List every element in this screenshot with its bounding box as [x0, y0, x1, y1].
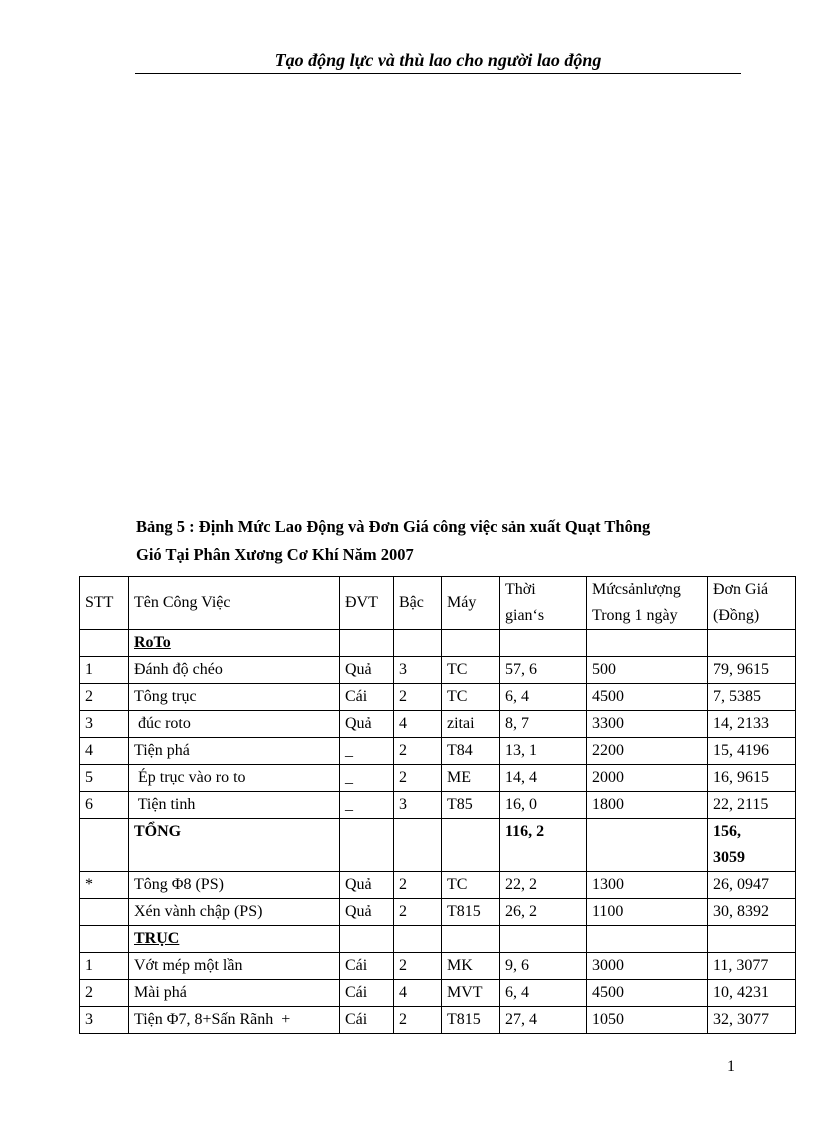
- table-cell: [708, 630, 796, 657]
- header-stt: STT: [80, 577, 129, 630]
- header-output-line-2: Trong 1 ngày: [592, 607, 678, 624]
- cell-job-name: Mài phá: [129, 980, 340, 1007]
- table-cell: [80, 630, 129, 657]
- header-time-line-2: gian‘s: [505, 607, 545, 624]
- cell-output: 1100: [587, 899, 708, 926]
- table-row: [80, 872, 796, 899]
- table-row: [80, 899, 796, 926]
- cell-output: 3000: [587, 953, 708, 980]
- cell-output: 1050: [587, 1007, 708, 1034]
- cell-time: 22, 2: [500, 872, 587, 899]
- cell-time: 57, 6: [500, 657, 587, 684]
- cell-machine: TC: [442, 684, 500, 711]
- cell-unit: Quả: [340, 872, 394, 899]
- header-time: [500, 577, 587, 630]
- section-row-roto: [80, 630, 796, 657]
- cell-unit-price: 7, 5385: [708, 684, 796, 711]
- cell-grade: 2: [394, 899, 442, 926]
- section-label-truc: TRỤC: [129, 926, 340, 953]
- cell-unit-price: 30, 8392: [708, 899, 796, 926]
- cell-grade: 4: [394, 711, 442, 738]
- labor-norm-table: [79, 576, 796, 1034]
- table-cell: [587, 630, 708, 657]
- cell-stt: *: [80, 872, 129, 899]
- table-row: [80, 1007, 796, 1034]
- header-price-line-2: (Đồng): [713, 607, 760, 624]
- table-row: [80, 684, 796, 711]
- cell-job-name: Tông trục: [129, 684, 340, 711]
- cell-stt: 3: [80, 1007, 129, 1034]
- cell-job-name: Ép trục vào ro to: [129, 765, 340, 792]
- table-cell: [708, 926, 796, 953]
- table-row: [80, 738, 796, 765]
- cell-unit: Quả: [340, 711, 394, 738]
- caption-line-1: Bảng 5 : Định Mức Lao Động và Đơn Giá công việc sản xuất Quạt Thông: [136, 517, 651, 536]
- cell-output: 2200: [587, 738, 708, 765]
- table-cell: [340, 926, 394, 953]
- cell-output: 500: [587, 657, 708, 684]
- cell-unit: Cái: [340, 953, 394, 980]
- cell-machine: T84: [442, 738, 500, 765]
- cell-grade: 2: [394, 1007, 442, 1034]
- cell-unit: Cái: [340, 1007, 394, 1034]
- cell-time: 8, 7: [500, 711, 587, 738]
- cell-machine: MK: [442, 953, 500, 980]
- table-cell: [340, 819, 394, 872]
- cell-machine: T815: [442, 1007, 500, 1034]
- cell-grade: 2: [394, 953, 442, 980]
- cell-stt: [80, 899, 129, 926]
- header-unit: ĐVT: [340, 577, 394, 630]
- header-output-line-1: Mứcsảnlượng: [592, 581, 681, 598]
- cell-grade: 3: [394, 657, 442, 684]
- cell-time: 26, 2: [500, 899, 587, 926]
- table-cell: [587, 926, 708, 953]
- cell-output: 3300: [587, 711, 708, 738]
- cell-output: 4500: [587, 684, 708, 711]
- section-row-truc: [80, 926, 796, 953]
- page-number: 1: [727, 1058, 735, 1075]
- cell-grade: 2: [394, 765, 442, 792]
- cell-time: 16, 0: [500, 792, 587, 819]
- cell-job-name: Vớt mép một lần: [129, 953, 340, 980]
- cell-machine: zitai: [442, 711, 500, 738]
- cell-unit-price: 14, 2133: [708, 711, 796, 738]
- cell-time: 14, 4: [500, 765, 587, 792]
- cell-output: 1300: [587, 872, 708, 899]
- cell-unit-price: 26, 0947: [708, 872, 796, 899]
- header-divider: [135, 73, 741, 74]
- cell-grade: 2: [394, 738, 442, 765]
- cell-time: 27, 4: [500, 1007, 587, 1034]
- table-cell: [394, 630, 442, 657]
- cell-machine: T85: [442, 792, 500, 819]
- total-time: 116, 2: [500, 819, 587, 872]
- table-cell: [442, 630, 500, 657]
- header-output: [587, 577, 708, 630]
- table-cell: [587, 819, 708, 872]
- cell-unit-price: 11, 3077: [708, 953, 796, 980]
- cell-output: 2000: [587, 765, 708, 792]
- cell-stt: 2: [80, 980, 129, 1007]
- table-cell: [394, 926, 442, 953]
- cell-grade: 4: [394, 980, 442, 1007]
- cell-time: 9, 6: [500, 953, 587, 980]
- cell-unit: _: [340, 792, 394, 819]
- cell-output: 1800: [587, 792, 708, 819]
- cell-machine: MVT: [442, 980, 500, 1007]
- table-row: [80, 792, 796, 819]
- cell-grade: 2: [394, 684, 442, 711]
- cell-stt: 1: [80, 657, 129, 684]
- total-price-line-1: 156,: [713, 823, 741, 840]
- cell-job-name: Tiện phá: [129, 738, 340, 765]
- cell-unit: _: [340, 738, 394, 765]
- table-cell: [80, 926, 129, 953]
- cell-unit: Cái: [340, 980, 394, 1007]
- table-cell: [394, 819, 442, 872]
- cell-time: 13, 1: [500, 738, 587, 765]
- cell-job-name: Tiện tinh: [129, 792, 340, 819]
- extra-rows: [80, 872, 796, 926]
- cell-grade: 2: [394, 872, 442, 899]
- caption-line-2: Gió Tại Phân Xương Cơ Khí Năm 2007: [136, 545, 414, 564]
- cell-unit-price: 79, 9615: [708, 657, 796, 684]
- table-row: [80, 711, 796, 738]
- cell-unit: _: [340, 765, 394, 792]
- cell-machine: TC: [442, 872, 500, 899]
- cell-grade: 3: [394, 792, 442, 819]
- cell-stt: 6: [80, 792, 129, 819]
- table-row: [80, 953, 796, 980]
- cell-unit-price: 22, 2115: [708, 792, 796, 819]
- cell-time: 6, 4: [500, 980, 587, 1007]
- table-row: [80, 765, 796, 792]
- table-row: [80, 657, 796, 684]
- section-label-roto: RoTo: [129, 630, 340, 657]
- table-row: [80, 980, 796, 1007]
- cell-machine: TC: [442, 657, 500, 684]
- table-cell: [500, 926, 587, 953]
- total-row: [80, 819, 796, 872]
- cell-job-name: đúc roto: [129, 711, 340, 738]
- header-price-line-1: Đơn Giá: [713, 581, 769, 598]
- table-cell: [340, 630, 394, 657]
- table-cell: [80, 819, 129, 872]
- cell-output: 4500: [587, 980, 708, 1007]
- cell-machine: T815: [442, 899, 500, 926]
- total-price-line-2: 3059: [713, 849, 745, 866]
- truc-rows: [80, 953, 796, 1034]
- roto-rows: [80, 657, 796, 819]
- cell-job-name: Đánh độ chéo: [129, 657, 340, 684]
- running-header-title: Tạo động lực và thù lao cho người lao động: [274, 50, 602, 70]
- cell-stt: 4: [80, 738, 129, 765]
- header-machine: Máy: [442, 577, 500, 630]
- cell-unit-price: 15, 4196: [708, 738, 796, 765]
- cell-unit-price: 16, 9615: [708, 765, 796, 792]
- total-label: TỔNG: [129, 819, 340, 872]
- cell-unit: Quả: [340, 899, 394, 926]
- cell-time: 6, 4: [500, 684, 587, 711]
- cell-job-name: Tiện Φ7, 8+Sấn Rãnh +: [129, 1007, 340, 1034]
- table-cell: [442, 819, 500, 872]
- total-price: [708, 819, 796, 872]
- cell-stt: 2: [80, 684, 129, 711]
- header-unit-price: [708, 577, 796, 630]
- cell-unit: Quả: [340, 657, 394, 684]
- table-cell: [442, 926, 500, 953]
- cell-stt: 1: [80, 953, 129, 980]
- table-cell: [500, 630, 587, 657]
- cell-stt: 5: [80, 765, 129, 792]
- cell-unit: Cái: [340, 684, 394, 711]
- cell-stt: 3: [80, 711, 129, 738]
- table-caption: [136, 513, 756, 569]
- table-header-row: [80, 577, 796, 630]
- header-job-name: Tên Công Việc: [129, 577, 340, 630]
- cell-unit-price: 10, 4231: [708, 980, 796, 1007]
- cell-job-name: Tông Φ8 (PS): [129, 872, 340, 899]
- header-time-line-1: Thời: [505, 581, 536, 598]
- cell-unit-price: 32, 3077: [708, 1007, 796, 1034]
- header-grade: Bậc: [394, 577, 442, 630]
- cell-machine: ME: [442, 765, 500, 792]
- cell-job-name: Xén vành chập (PS): [129, 899, 340, 926]
